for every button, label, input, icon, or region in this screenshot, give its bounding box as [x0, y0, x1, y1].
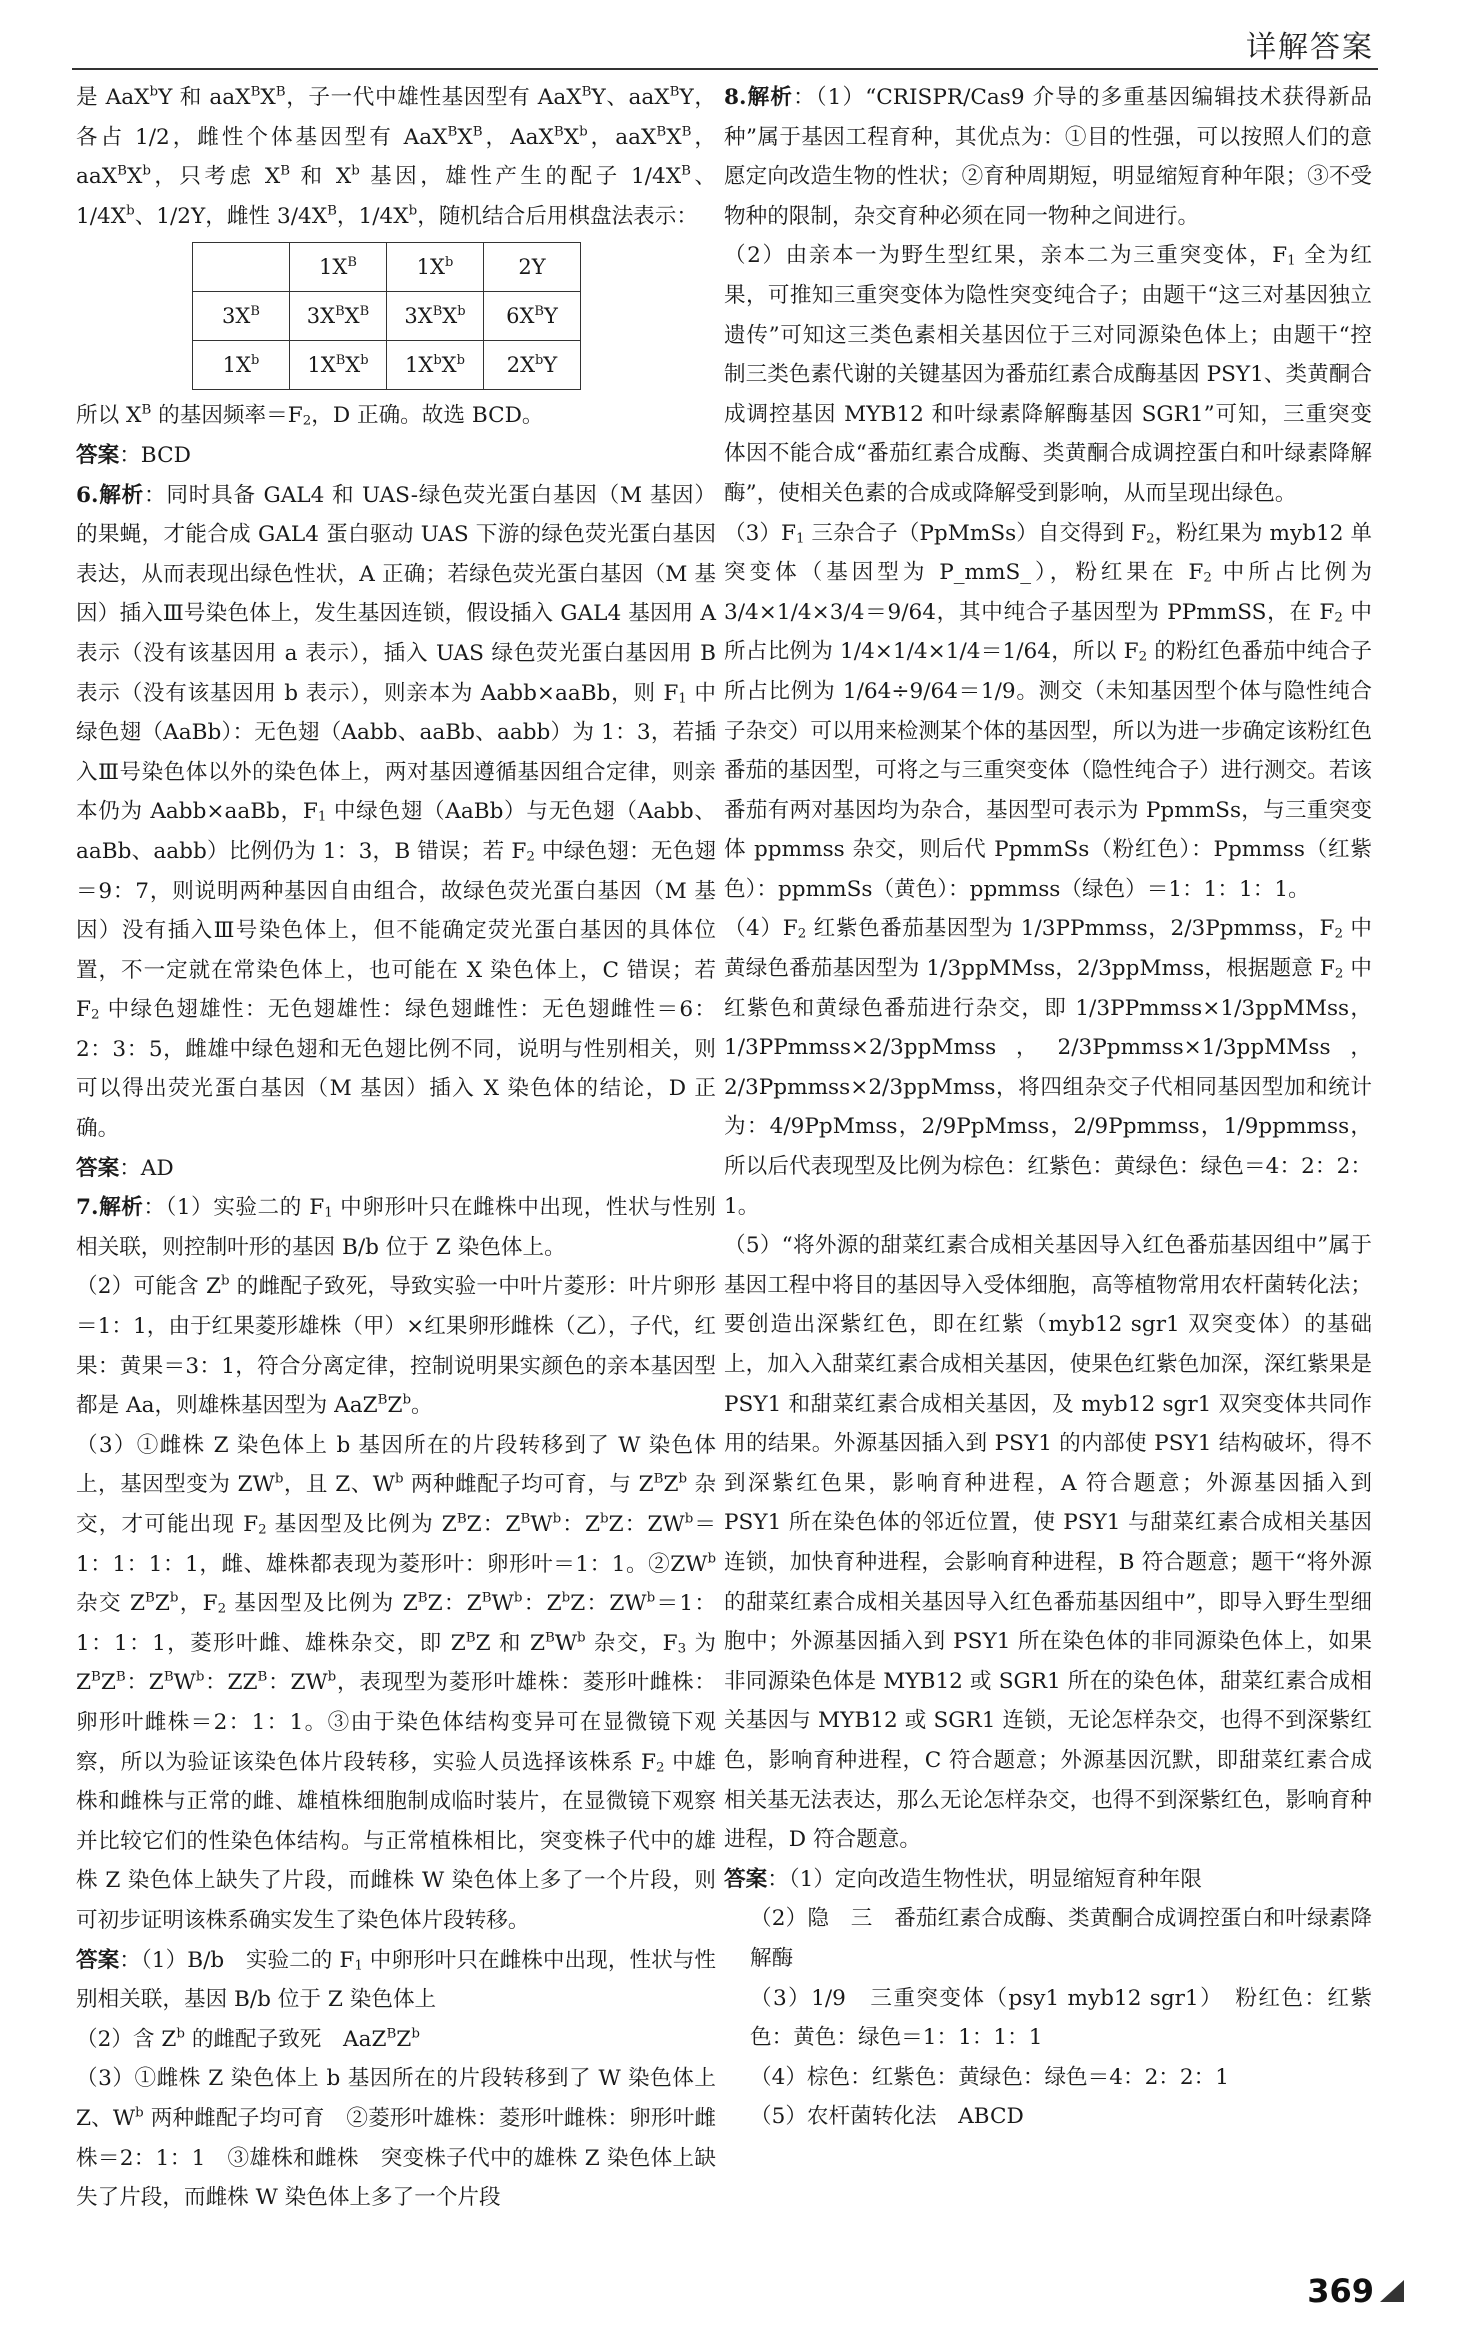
q6-answer: 答案：AD: [76, 1155, 174, 1181]
punnett-row: [193, 243, 581, 292]
q8-answer-part1: 答案：（1）定向改造生物性状，明显缩短育种年限: [724, 1866, 1203, 1892]
q8-explanation-part2: （2）由亲本一为野生型红果，亲本二为三重突变体，$F_1$ 全为红果，可推知三重突变体为隐性突变纯合子；由题干“这三对基因独立遗传”可知这三类色素相关基因位于三对同源染色体上；由题干“控制三类色素代谢的关键基因为番茄红素合成酶基因 PSY1、类黄酮合成调控基因 MYB12 和叶绿素降解酶基因 SGR1”可知，三重突变体因不能合成“番茄红素合成酶、类黄酮合成调控蛋白和叶绿素降解酶”，使相关色素的合成或降解受到影响，从而呈现出绿色。: [724, 243, 1372, 506]
header-rule: [72, 68, 1378, 70]
page-header-title: 详解答案: [1246, 30, 1374, 65]
q8-answer-part3: （3）1/9 三重突变体（psy1 myb12 sgr1） 粉红色：红紫色：黄色：绿色＝1：1：1：1: [750, 1985, 1372, 2051]
q8-explanation-part1: 8.解析：（1）“CRISPR/Cas9 介导的多重基因编辑技术获得新品种”属于基因工程育种，其优点为：①目的性强，可以按照人们的意愿定向改造生物的性状；②育种周期短，明显缩短育种年限；③不受物种的限制，杂交育种必须在同一物种之间进行。: [724, 85, 1373, 229]
q8-answer-part4: （4）棕色：红紫色：黄绿色：绿色＝4：2：2：1: [750, 2064, 1229, 2090]
q7-answer-part3: （3）①雌株 Z 染色体上 b 基因所在的片段转移到了 W 染色体上 Z、$W^b$ 两种雌配子均可育 ②菱形叶雄株：菱形叶雌株：卵形叶雌株＝2：1：1 ③雄株和雌株 突变株子代中的雄株 Z 染色体上缺失了片段，而雌株 W 染色体上多了一个片段: [76, 2066, 738, 2211]
q7-explanation-part2: （2）可能含 $Z^b$ 的雌配子致死，导致实验一中叶片菱形：叶片卵形＝1：1，由于红果菱形雄株（甲）×红果卵形雌株（乙），子代，红果：黄果＝3：1，符合分离定律，控制说明果实颜色的亲本基因型都是 Aa，则雄株基因型为 $AaZ^BZ^b$。: [76, 1274, 716, 1419]
corner-decoration: [1380, 2280, 1404, 2302]
q7-explanation-part3: （3）①雌株 Z 染色体上 b 基因所在的片段转移到了 W 染色体上，基因型变为 $ZW^b$，且 Z、$W^b$ 两种雌配子均可育，与 $Z^BZ^b$ 杂交，才可能出现 $F_2$ 基因型及比例为 $Z^BZ$：$Z^BW^b$：$Z^bZ$：$ZW^b=1$：1：1：1，雌、雄株都表现为菱形叶：卵形叶＝1：1。$②ZW^b$ 杂交 $Z^BZ^b$，$F_2$ 基因型及比例为 $Z^BZ$：$Z^BW^b$：$Z^bZ$：$ZW^b=1$：1：1：1，菱形叶雌、雄株杂交，即 $Z^BZ$ 和 $Z^BW^b$ 杂交，$F_3$ 为 $Z^BZ^B$：$Z^BW^b$：$ZZ^B$：$ZW^b$，表现型为菱形叶雄株：菱形叶雌株：卵形叶雌株＝2：1：1。③由于染色体结构变异可在显微镜下观察，所以为验证该染色体片段转移，实验人员选择该株系 $F_2$ 中雄株和雌株与正常的雌、雄植株细胞制成临时装片，在显微镜下观察并比较它们的性染色体结构。与正常植株相比，突变株子代中的雄株 Z 染色体上缺失了片段，而雌株 W 染色体上多了一个片段，则可初步证明该株系确实发生了染色体片段转移。: [76, 1432, 716, 1933]
punnett-cell: $2X^bY$: [484, 341, 581, 390]
q5-answer: 答案：BCD: [76, 442, 191, 468]
punnett-cell: $1X^b$: [193, 341, 290, 390]
q8-explanation-part3: $(3)F_1$ 三杂合子（PpMmSs）自交得到 $F_2$，粉红果为 myb12 单突变体（基因型为 P_mmS_），粉红果在 $F_2$ 中所占比例为 3/4×1/4×3/4＝9/64，其中纯合子基因型为 PPmmSS，在 $F_2$ 中所占比例为 1/4×1/4×1/4＝1/64，所以 $F_2$ 的粉红色番茄中纯合子所占比例为 1/64÷9/64＝1/9。测交（未知基因型个体与隐性纯合子杂交）可以用来检测某个体的基因型，所以为进一步确定该粉红色番茄的基因型，可将之与三重突变体（隐性纯合子）进行测交。若该番茄有两对基因均为杂合，基因型可表示为 PpmmSs，与三重突变体 ppmmss 杂交，则后代 PpmmSs（粉红色）：Ppmmss（红紫色）：ppmmSs（黄色）：ppmmss（绿色）＝1：1：1：1。: [724, 520, 1372, 902]
page-number: 369: [1307, 2272, 1374, 2310]
punnett-cell: 2Y: [484, 243, 581, 292]
q7-answer-part2: （2）含 $Z^b$ 的雌配子致死 $AaZ^BZ^b$: [76, 2026, 420, 2052]
q8-answer-part5: （5）农杆菌转化法 ABCD: [750, 2104, 1024, 2130]
q5-conclusion: 所以 $X^B$ 的基因频率$=F_2$，D 正确。故选 BCD。: [76, 403, 544, 429]
right-column: [724, 78, 1372, 2137]
q6-explanation: 6.解析：同时具备 GAL4 和 UAS-绿色荧光蛋白基因（M 基因）的果蝇，才能合成 GAL4 蛋白驱动 UAS 下游的绿色荧光蛋白基因表达，从而表现出绿色性状，A 正确；若绿色荧光蛋白基因（M 基因）插入Ⅲ号染色体上，发生基因连锁，假设插入 GAL4 基因用 A 表示（没有该基因用 a 表示），插入 UAS 绿色荧光蛋白基因用 B 表示（没有该基因用 b 表示），则亲本为 Aabb×aaBb，则 $F_1$ 中绿色翅（AaBb）：无色翅（Aabb、aaBb、aabb）为 1：3，若插入Ⅲ号染色体以外的染色体上，两对基因遵循基因组合定律，则亲本仍为 Aabb×aaBb，$F_1$ 中绿色翅（AaBb）与无色翅（Aabb、aaBb、aabb）比例仍为 1：3，B 错误；若 $F_2$ 中绿色翅：无色翅＝9：7，则说明两种基因自由组合，故绿色荧光蛋白基因（M 基因）没有插入Ⅲ号染色体上，但不能确定荧光蛋白基因的具体位置，不一定就在常染色体上，也可能在 X 染色体上，C 错误；若 $F_2$ 中绿色翅雄性：无色翅雄性：绿色翅雌性：无色翅雌性＝6：2：3：5，雌雄中绿色翅和无色翅比例不同，说明与性别相关，则可以得出荧光蛋白基因（M 基因）插入 X 染色体的结论，D 正确。: [76, 482, 717, 1142]
punnett-cell: $6X^BY$: [484, 292, 581, 341]
q8-explanation-part4: $(4)F_2$ 红紫色番茄基因型为 1/3PPmmss，2/3Ppmmss，$F_2$ 中黄绿色番茄基因型为 1/3ppMMss，2/3ppMmss，根据题意 $F_2$ 中红紫色和黄绿色番茄进行杂交，即 1/3PPmmss×1/3ppMMss，1/3PPmmss×2/3ppMmss，2/3Ppmmss×1/3ppMMss，2/3Ppmmss×2/3ppMmss，将四组杂交子代相同基因型加和统计为：4/9PpMmss，2/9PpMmss，2/9Ppmmss，1/9ppmmss，所以后代表现型及比例为棕色：红紫色：黄绿色：绿色＝4：2：2：1。: [724, 916, 1372, 1219]
punnett-row: [193, 341, 581, 390]
q8-answer-part2: （2）隐 三 番茄红素合成酶、类黄酮合成调控蛋白和叶绿素降解酶: [750, 1906, 1372, 1971]
punnett-row: [193, 292, 581, 341]
punnett-cell: $1X^B$: [290, 243, 387, 292]
punnett-cell: $1X^BX^b$: [290, 341, 387, 390]
punnett-square: [192, 242, 581, 390]
punnett-cell: $3X^BX^B$: [290, 292, 387, 341]
punnett-cell: $1X^b$: [387, 243, 484, 292]
punnett-cell: [193, 243, 290, 292]
punnett-cell: $1X^bX^b$: [387, 341, 484, 390]
q7-answer-part1: 答案：（1）B/b 实验二的 $F_1$ 中卵形叶只在雌株中出现，性状与性别相关联，基因 B/b 位于 Z 染色体上: [76, 1947, 716, 2013]
q8-explanation-part5: （5）“将外源的甜菜红素合成相关基因导入红色番茄基因组中”属于基因工程中将目的基因导入受体细胞，高等植物常用农杆菌转化法；要创造出深紫红色，即在红紫（myb12 sgr1 双突变体）的基础上，加入入甜菜红素合成相关基因，使果色红紫色加深，深红紫果是 PSY1 和甜菜红素合成相关基因，及 myb12 sgr1 双突变体共同作用的结果。外源基因插入到 PSY1 的内部使 PSY1 结构破坏，得不到深紫红色果，影响育种进程，A 符合题意；外源基因插入到 PSY1 所在染色体的邻近位置，使 PSY1 与甜菜红素合成相关基因连锁，加快育种进程，会影响育种进程，B 符合题意；题干“将外源的甜菜红素合成相关基因导入红色番茄基因组中”，即导入野生型细胞中；外源基因插入到 PSY1 所在染色体的非同源染色体上，如果非同源染色体是 MYB12 或 SGR1 所在的染色体，甜菜红素合成相关基因与 MYB12 或 SGR1 连锁，无论怎样杂交，也得不到深紫红色，影响育种进程，C 符合题意；外源基因沉默，即甜菜红素合成相关基无法表达，那么无论怎样杂交，也得不到深紫红色，影响育种进程，D 符合题意。: [724, 1233, 1372, 1853]
q7-explanation-part1: 7.解析：（1）实验二的 $F_1$ 中卵形叶只在雌株中出现，性状与性别相关联，则控制叶形的基因 B/b 位于 Z 染色体上。: [76, 1195, 716, 1260]
punnett-cell: $3X^BX^b$: [387, 292, 484, 341]
left-column: [76, 78, 738, 2218]
punnett-cell: $3X^B$: [193, 292, 290, 341]
q5-explanation-continued: 是 AaX$^b$Y 和 $aaX^BX^B$，子一代中雄性基因型有 AaX$^B$Y、aaX$^B$Y，各占 1/2，雌性个体基因型有 $AaX^BX^B$，$AaX^BX^b$，$aaX^BX^B$，$aaX^BX^b$，只考虑 $X^B$ 和 $X^b$ 基因，雄性产生的配子 $1/4X^B$、$1/4X^b$、1/2Y，雌性 $3/4X^B$，$1/4X^b$，随机结合后用棋盘法表示：: [76, 84, 717, 229]
